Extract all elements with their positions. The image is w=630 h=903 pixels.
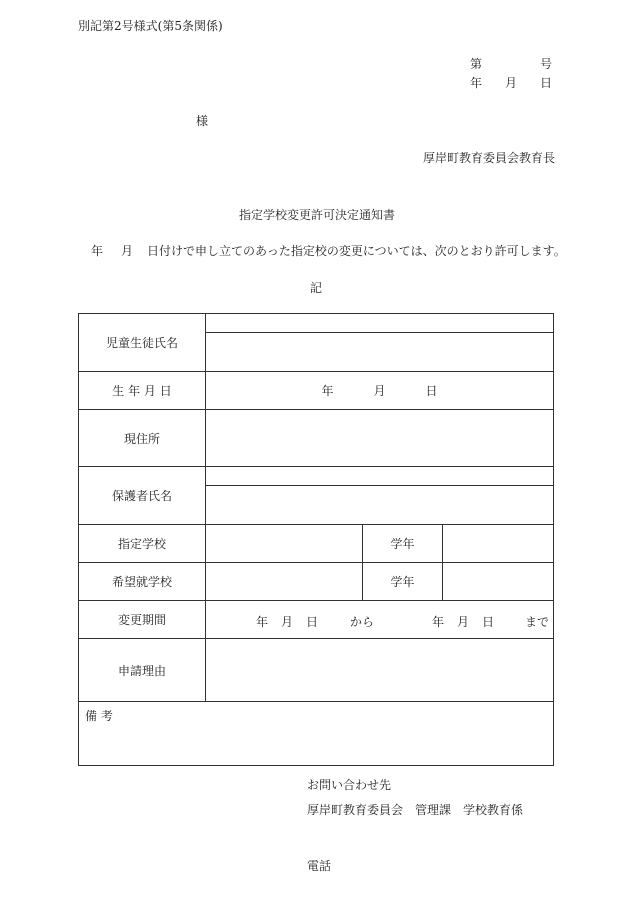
period-from-month: 月 [281, 615, 294, 629]
desired-school-label: 希望就学校 [79, 563, 206, 601]
contact-phone-label: 電話 [307, 859, 332, 873]
designated-school-field[interactable] [206, 525, 363, 563]
designated-grade-field[interactable] [443, 525, 554, 563]
addressee-honorific: 様 [196, 114, 209, 128]
remarks-field[interactable] [79, 702, 554, 766]
birth-month-unit: 月 [373, 384, 386, 398]
contact-department: 厚岸町教育委員会 管理課 学校教育係 [307, 803, 524, 817]
birth-year-unit: 年 [321, 384, 334, 398]
birth-day-unit: 日 [425, 384, 438, 398]
reason-label: 申請理由 [79, 639, 206, 702]
issue-date-day: 日 [540, 76, 553, 90]
student-name-field[interactable] [206, 333, 554, 372]
change-period-label: 変更期間 [79, 601, 206, 639]
designated-grade-label: 学年 [363, 525, 443, 563]
body-month: 月 [121, 244, 134, 258]
change-period-field[interactable] [206, 601, 554, 639]
desired-grade-label: 学年 [363, 563, 443, 601]
address-field[interactable] [206, 410, 554, 467]
designated-school-label: 指定学校 [79, 525, 206, 563]
period-from-day: 日 [306, 615, 319, 629]
body-year: 年 [91, 244, 104, 258]
document-number-suffix: 号 [540, 57, 553, 71]
reason-field[interactable] [206, 639, 554, 702]
desired-grade-field[interactable] [443, 563, 554, 601]
period-until: まで [525, 615, 550, 629]
issue-date-year: 年 [470, 76, 483, 90]
period-to-day: 日 [482, 615, 495, 629]
body-sentence: 日付けで申し立てのあった指定校の変更については、次のとおり許可します。 [147, 244, 566, 258]
period-to-month: 月 [457, 615, 470, 629]
student-name-label: 児童生徒氏名 [79, 314, 206, 372]
ki-heading: 記 [310, 281, 323, 295]
guardian-name-field[interactable] [206, 486, 554, 525]
application-table [78, 313, 554, 766]
guardian-name-furigana-field[interactable] [206, 467, 554, 486]
guardian-name-label: 保護者氏名 [79, 467, 206, 525]
period-to-year: 年 [432, 615, 445, 629]
student-name-furigana-field[interactable] [206, 314, 554, 333]
period-from: から [350, 615, 375, 629]
birthdate-field[interactable] [206, 372, 554, 410]
issue-date-month: 月 [505, 76, 518, 90]
form-id: 別記第2号様式(第5条関係) [78, 19, 223, 33]
body-text [91, 242, 566, 259]
remarks-label: 備 考 [85, 709, 113, 723]
birthdate-label: 生 年 月 日 [79, 372, 206, 410]
sender-name: 厚岸町教育委員会教育長 [423, 151, 556, 165]
contact-heading: お問い合わせ先 [307, 778, 392, 792]
desired-school-field[interactable] [206, 563, 363, 601]
period-from-year: 年 [256, 615, 269, 629]
document-number-prefix: 第 [470, 57, 483, 71]
address-label: 現住所 [79, 410, 206, 467]
document-title: 指定学校変更許可決定通知書 [239, 208, 396, 222]
